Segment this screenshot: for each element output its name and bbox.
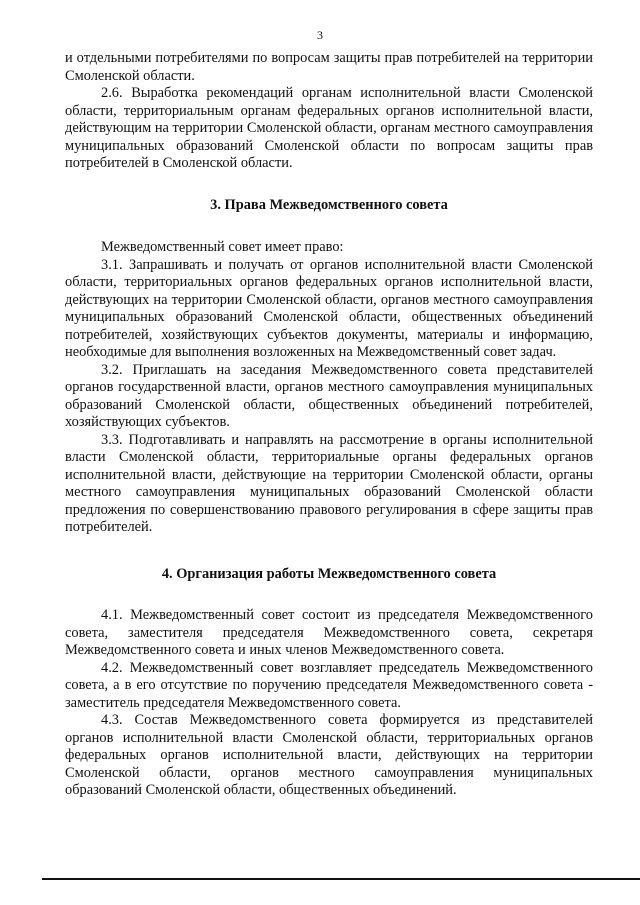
- document-body: [65, 50, 593, 800]
- paragraph-3-lead: Межведомственный совет имеет право:: [101, 239, 344, 255]
- paragraph-intro-continuation: и отдельными потребителями по вопросам защиты прав потребителей на территории Смоленской области.: [65, 50, 593, 84]
- paragraph-4-1: 4.1. Межведомственный совет состоит из председателя Межведомственного совета, заместителя председателя Межведомственного совета, секретаря Межведомственного совета и иных членов Межведомственного совета.: [65, 607, 593, 658]
- section-4-heading: 4. Организация работы Межведомственного совета: [161, 565, 497, 582]
- paragraph-3-2: 3.2. Приглашать на заседания Межведомственного совета представителей органов государственной власти, органов местного самоуправления муниципальных образований Смоленской области, общественных объединений потребителей, хозяйствующих субъектов.: [65, 361, 593, 430]
- footer-rule: [42, 878, 640, 880]
- paragraph-3-1: 3.1. Запрашивать и получать от органов исполнительной власти Смоленской области, территориальных органов федеральных органов исполнительной власти, действующих на территории Смоленской области, органов местного самоуправления муниципальных образований Смоленской области, общественных объединений потребителей, хозяйствующих субъектов документы, материалы и информацию, необходимые для выполнения возложенных на Межведомственный совет задач.: [65, 256, 593, 360]
- paragraph-3-3: 3.3. Подготавливать и направлять на рассмотрение в органы исполнительной власти Смоленской области, территориальные органы федеральных органов исполнительной власти, действующие на территории Смоленской области, органы местного самоуправления муниципальных образований Смоленской области предложения по совершенствованию правового регулирования в сфере защиты прав потребителей.: [65, 431, 593, 535]
- paragraph-2-6: 2.6. Выработка рекомендаций органам исполнительной власти Смоленской области, территориальным органам федеральных органов исполнительной власти, действующим на территории Смоленской области, органам местного самоуправления муниципальных образований Смоленской области по вопросам защиты прав потребителей в Смоленской области.: [65, 85, 593, 171]
- paragraph-4-3: 4.3. Состав Межведомственного совета формируется из представителей органов исполнительной власти Смоленской области, территориальных органов федеральных органов исполнительной власти, действующих на территории Смоленской области, органов местного самоуправления муниципальных образований Смоленской области, общественных объединений.: [65, 712, 593, 798]
- section-3-heading: 3. Права Межведомственного совета: [210, 196, 448, 213]
- page-number: 3: [317, 28, 323, 42]
- paragraph-4-2: 4.2. Межведомственный совет возглавляет председатель Межведомственного совета, а в его отсутствие по поручению председателя Межведомственного совета - заместитель председателя Межведомственного совета.: [65, 659, 593, 711]
